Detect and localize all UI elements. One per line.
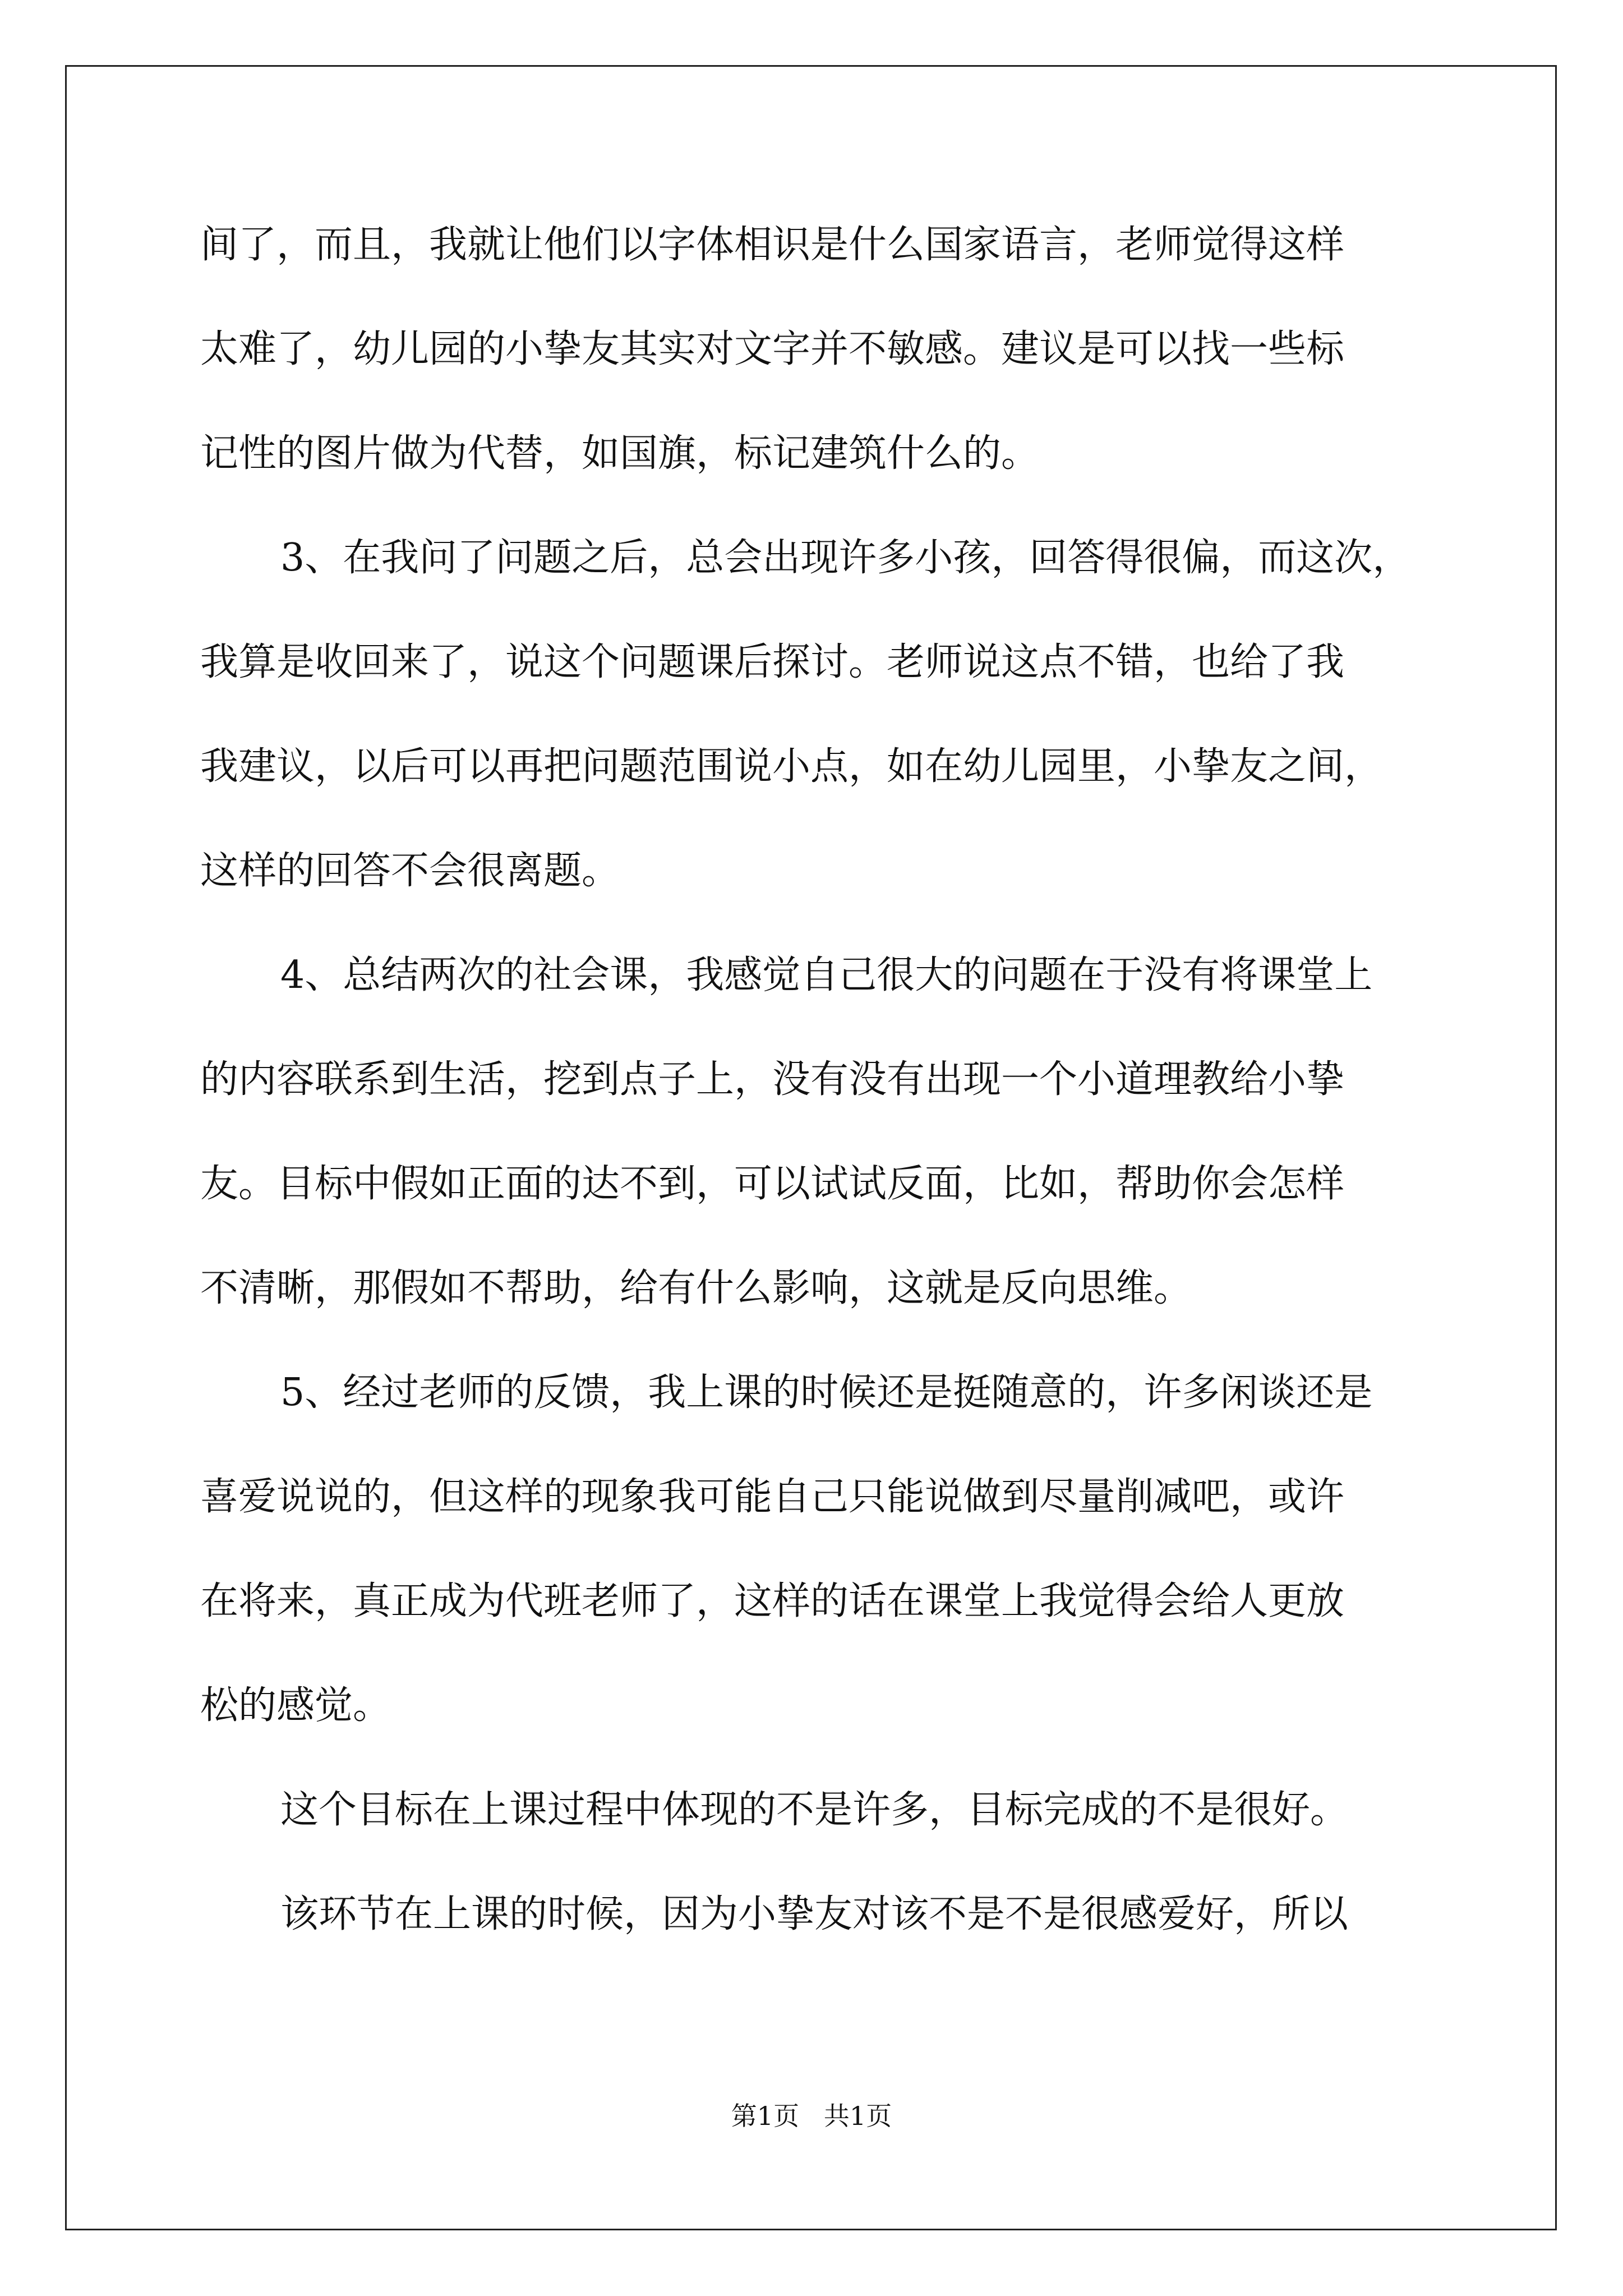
text-line: 在将来，真正成为代班老师了，这样的话在课堂上我觉得会给人更放: [200, 1579, 1345, 1623]
text-line: 我建议，以后可以再把问题范围说小点，如在幼儿园里，小挚友之间，: [200, 744, 1383, 789]
text-line: 间了，而且，我就让他们以字体相识是什么国家语言，老师觉得这样: [200, 223, 1345, 267]
text-line: 太难了，幼儿园的小挚友其实对文字并不敏感。建议是可以找一些标: [200, 327, 1345, 371]
text-line: 这样的回答不会很离题。: [200, 849, 620, 893]
text-line: 5、经过老师的反馈，我上课的时候还是挺随意的，许多闲谈还是: [280, 1370, 1373, 1415]
text-line: 喜爱说说的，但这样的现象我可能自己只能说做到尽量削减吧，或许: [200, 1475, 1345, 1519]
text-line: 松的感觉。: [200, 1683, 391, 1728]
text-line: 不清晰，那假如不帮助，给有什么影响，这就是反向思维。: [200, 1266, 1192, 1310]
page-number-footer: 第1页 共1页: [731, 2101, 892, 2131]
text-line: 4、总结两次的社会课，我感觉自己很大的问题在于没有将课堂上: [280, 953, 1373, 997]
text-line: 这个目标在上课过程中体现的不是许多，目标完成的不是很好。: [280, 1788, 1349, 1832]
text-line: 友。目标中假如正面的达不到，可以试试反面，比如，帮助你会怎样: [200, 1162, 1345, 1206]
text-line: 3、在我问了问题之后，总会出现许多小孩，回答得很偏，而这次，: [280, 536, 1411, 580]
text-line: 记性的图片做为代替，如国旗，标记建筑什么的。: [200, 431, 1040, 476]
text-line: 我算是收回来了，说这个问题课后探讨。老师说这点不错，也给了我: [200, 640, 1345, 684]
text-line: 该环节在上课的时候，因为小挚友对该不是不是很感爱好，所以: [280, 1892, 1349, 1936]
text-line: 的内容联系到生活，挖到点子上，没有没有出现一个小道理教给小挚: [200, 1057, 1345, 1102]
